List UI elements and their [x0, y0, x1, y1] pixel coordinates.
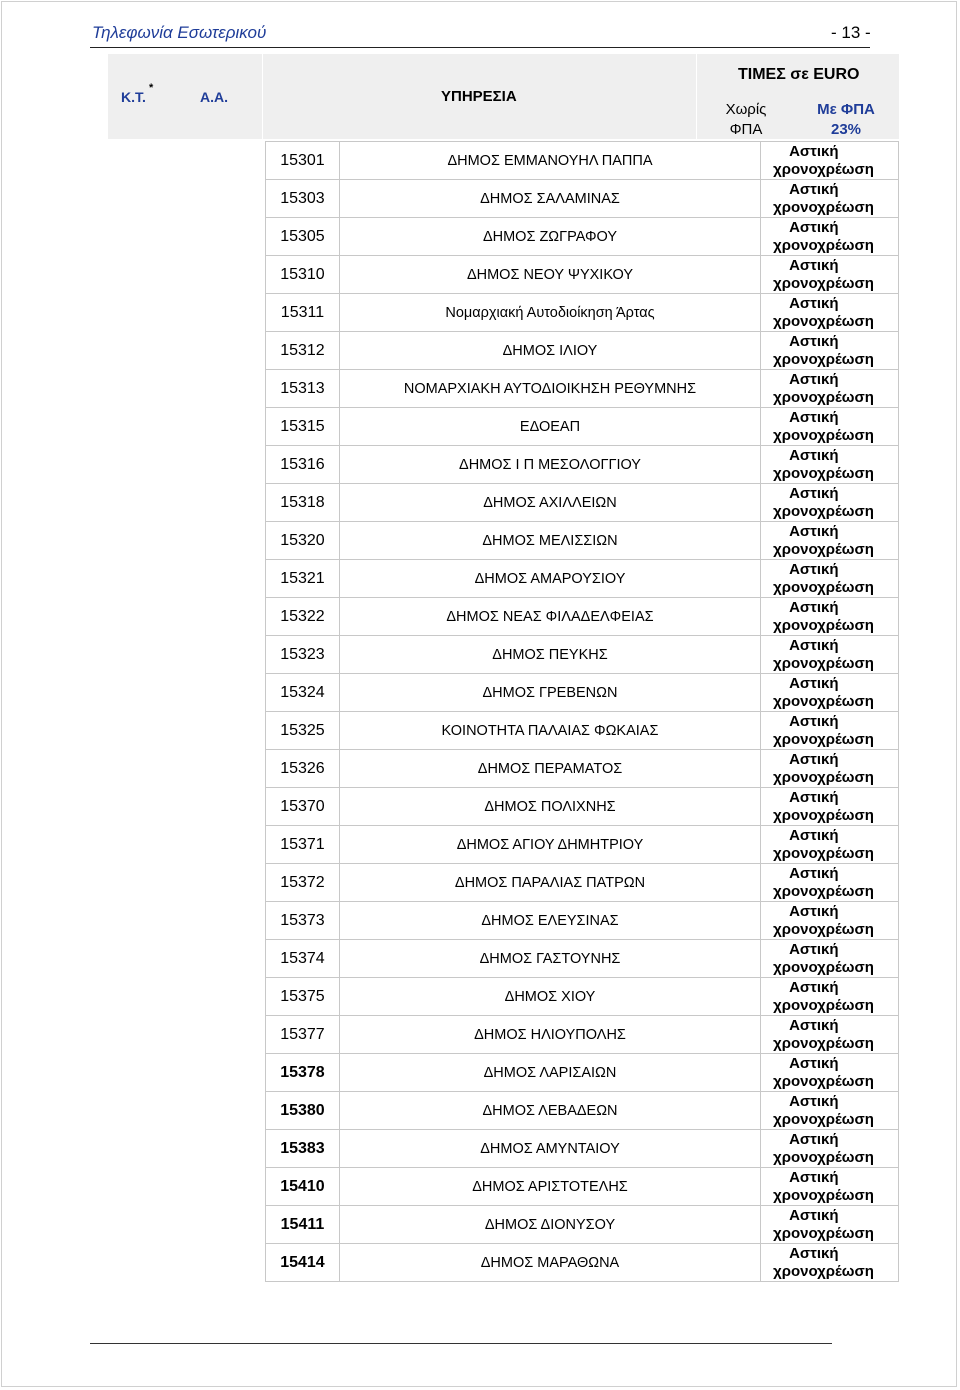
price-line1: Αστική [789, 484, 839, 502]
service-name: ΚΟΙΝΟΤΗΤΑ ΠΑΛΑΙΑΣ ΦΩΚΑΙΑΣ [339, 712, 760, 750]
table-row [266, 902, 899, 940]
price-cell [761, 332, 899, 370]
price-line1: Αστική [789, 218, 839, 236]
price-line1: Αστική [789, 446, 839, 464]
price-line1: Αστική [789, 370, 839, 388]
price-cell [761, 256, 899, 294]
table-row [266, 522, 899, 560]
price-cell [761, 902, 899, 940]
service-code: 15374 [266, 940, 340, 978]
price-line1: Αστική [789, 560, 839, 578]
price-line1: Αστική [789, 674, 839, 692]
price-cell [761, 1092, 899, 1130]
price-cell [761, 1244, 899, 1282]
price-line2: χρονοχρέωση [773, 1262, 874, 1280]
service-code: 15375 [266, 978, 340, 1016]
price-cell [761, 1054, 899, 1092]
price-line2: χρονοχρέωση [773, 1110, 874, 1128]
table-row [266, 560, 899, 598]
price-line2: χρονοχρέωση [773, 844, 874, 862]
service-name: ΔΗΜΟΣ ΑΡΙΣΤΟΤΕΛΗΣ [339, 1168, 760, 1206]
price-line1: Αστική [789, 180, 839, 198]
document-header-title: Τηλεφωνία Εσωτερικού [92, 23, 267, 42]
price-line2: χρονοχρέωση [773, 198, 874, 216]
service-name: ΔΗΜΟΣ ΔΙΟΝΥΣΟΥ [339, 1206, 760, 1244]
price-cell [761, 978, 899, 1016]
service-code: 15371 [266, 826, 340, 864]
service-name: ΔΗΜΟΣ ΑΜΥΝΤΑΙΟΥ [339, 1130, 760, 1168]
service-name: ΔΗΜΟΣ ΝΕΟΥ ΨΥΧΙΚΟΥ [339, 256, 760, 294]
price-cell [761, 940, 899, 978]
service-code: 15326 [266, 750, 340, 788]
with-vat-line1: Με ΦΠΑ [817, 101, 875, 118]
price-line2: χρονοχρέωση [773, 616, 874, 634]
price-line1: Αστική [789, 940, 839, 958]
price-line1: Αστική [789, 826, 839, 844]
service-code: 15372 [266, 864, 340, 902]
price-line2: χρονοχρέωση [773, 730, 874, 748]
table-row [266, 864, 899, 902]
price-line2: χρονοχρέωση [773, 578, 874, 596]
table-row [266, 142, 899, 180]
price-line2: χρονοχρέωση [773, 464, 874, 482]
price-line2: χρονοχρέωση [773, 1186, 874, 1204]
price-line1: Αστική [789, 1244, 839, 1262]
price-line1: Αστική [789, 636, 839, 654]
price-line2: χρονοχρέωση [773, 160, 874, 178]
price-line1: Αστική [789, 864, 839, 882]
table-row [266, 598, 899, 636]
table-row [266, 218, 899, 256]
table-row [266, 1092, 899, 1130]
service-code: 15316 [266, 446, 340, 484]
service-name: ΔΗΜΟΣ ΕΜΜΑΝΟΥΗΛ ΠΑΠΠΑ [339, 142, 760, 180]
column-header-prices: ΤΙΜΕΣ σε EURO [738, 66, 860, 83]
price-line2: χρονοχρέωση [773, 958, 874, 976]
services-table [265, 141, 899, 1282]
price-cell [761, 1168, 899, 1206]
price-line1: Αστική [789, 294, 839, 312]
price-cell [761, 446, 899, 484]
services-table-body [266, 142, 899, 1282]
service-code: 15320 [266, 522, 340, 560]
service-code: 15383 [266, 1130, 340, 1168]
table-row [266, 484, 899, 522]
table-row [266, 750, 899, 788]
service-code: 15318 [266, 484, 340, 522]
table-row [266, 788, 899, 826]
service-code: 15310 [266, 256, 340, 294]
price-cell [761, 636, 899, 674]
service-code: 15377 [266, 1016, 340, 1054]
price-cell [761, 522, 899, 560]
price-line2: χρονοχρέωση [773, 312, 874, 330]
price-line2: χρονοχρέωση [773, 768, 874, 786]
service-name: ΔΗΜΟΣ ΛΑΡΙΣΑΙΩΝ [339, 1054, 760, 1092]
service-code: 15410 [266, 1168, 340, 1206]
service-name: ΔΗΜΟΣ Ι Π ΜΕΣΟΛΟΓΓΙΟΥ [339, 446, 760, 484]
price-line1: Αστική [789, 332, 839, 350]
price-cell [761, 712, 899, 750]
service-name: ΔΗΜΟΣ ΜΕΛΙΣΣΙΩΝ [339, 522, 760, 560]
table-row [266, 370, 899, 408]
service-name: ΔΗΜΟΣ ΝΕΑΣ ΦΙΛΑΔΕΛΦΕΙΑΣ [339, 598, 760, 636]
service-code: 15322 [266, 598, 340, 636]
table-row [266, 1054, 899, 1092]
no-vat-line2: ΦΠΑ [729, 121, 763, 138]
price-line1: Αστική [789, 902, 839, 920]
table-row [266, 1130, 899, 1168]
service-name: ΔΗΜΟΣ ΜΑΡΑΘΩΝΑ [339, 1244, 760, 1282]
price-cell [761, 674, 899, 712]
service-code: 15312 [266, 332, 340, 370]
price-cell [761, 560, 899, 598]
table-row [266, 446, 899, 484]
price-cell [761, 864, 899, 902]
column-header-with-vat [807, 100, 885, 140]
table-row [266, 674, 899, 712]
service-code: 15378 [266, 1054, 340, 1092]
page-number: - 13 - [831, 23, 871, 42]
service-code: 15380 [266, 1092, 340, 1130]
price-line2: χρονοχρέωση [773, 350, 874, 368]
table-row [266, 1206, 899, 1244]
price-line2: χρονοχρέωση [773, 882, 874, 900]
service-name: ΔΗΜΟΣ ΠΟΛΙΧΝΗΣ [339, 788, 760, 826]
price-line2: χρονοχρέωση [773, 996, 874, 1014]
table-row [266, 256, 899, 294]
price-line2: χρονοχρέωση [773, 1034, 874, 1052]
price-cell [761, 788, 899, 826]
price-line2: χρονοχρέωση [773, 692, 874, 710]
no-vat-line1: Χωρίς [725, 101, 767, 118]
price-cell [761, 218, 899, 256]
table-row [266, 1244, 899, 1282]
price-line1: Αστική [789, 408, 839, 426]
price-line1: Αστική [789, 1016, 839, 1034]
service-name: ΔΗΜΟΣ ΓΑΣΤΟΥΝΗΣ [339, 940, 760, 978]
service-name: ΔΗΜΟΣ ΧΙΟΥ [339, 978, 760, 1016]
table-row [266, 294, 899, 332]
price-line2: χρονοχρέωση [773, 920, 874, 938]
service-code: 15303 [266, 180, 340, 218]
price-line2: χρονοχρέωση [773, 426, 874, 444]
price-line2: χρονοχρέωση [773, 806, 874, 824]
price-line2: χρονοχρέωση [773, 540, 874, 558]
price-line1: Αστική [789, 1130, 839, 1148]
price-line1: Αστική [789, 1092, 839, 1110]
service-name: ΕΔΟΕΑΠ [339, 408, 760, 446]
price-line2: χρονοχρέωση [773, 1148, 874, 1166]
service-code: 15313 [266, 370, 340, 408]
with-vat-line2: 23% [830, 121, 862, 138]
service-name: ΔΗΜΟΣ ΠΕΥΚΗΣ [339, 636, 760, 674]
table-row [266, 940, 899, 978]
price-cell [761, 1206, 899, 1244]
column-header-no-vat [719, 100, 773, 140]
price-cell [761, 1130, 899, 1168]
service-code: 15324 [266, 674, 340, 712]
service-code: 15301 [266, 142, 340, 180]
header-divider [90, 47, 870, 48]
price-line1: Αστική [789, 978, 839, 996]
service-name: ΝΟΜΑΡΧΙΑΚΗ ΑΥΤΟΔΙΟΙΚΗΣΗ ΡΕΘΥΜΝΗΣ [339, 370, 760, 408]
service-name: ΔΗΜΟΣ ΑΧΙΛΛΕΙΩΝ [339, 484, 760, 522]
service-name: ΔΗΜΟΣ ΙΛΙΟΥ [339, 332, 760, 370]
service-code: 15414 [266, 1244, 340, 1282]
column-header-service: ΥΠΗΡΕΣΙΑ [441, 88, 517, 105]
price-line1: Αστική [789, 522, 839, 540]
table-row [266, 712, 899, 750]
service-name: ΔΗΜΟΣ ΠΕΡΑΜΑΤΟΣ [339, 750, 760, 788]
service-name: ΔΗΜΟΣ ΕΛΕΥΣΙΝΑΣ [339, 902, 760, 940]
column-header-aa: Α.Α. [200, 89, 228, 105]
table-row [266, 1168, 899, 1206]
table-row [266, 636, 899, 674]
price-line2: χρονοχρέωση [773, 654, 874, 672]
price-cell [761, 1016, 899, 1054]
service-code: 15325 [266, 712, 340, 750]
price-cell [761, 294, 899, 332]
price-line2: χρονοχρέωση [773, 236, 874, 254]
price-line2: χρονοχρέωση [773, 1224, 874, 1242]
price-line1: Αστική [789, 142, 839, 160]
price-cell [761, 370, 899, 408]
price-cell [761, 408, 899, 446]
price-line2: χρονοχρέωση [773, 274, 874, 292]
table-row [266, 1016, 899, 1054]
table-row [266, 332, 899, 370]
column-header-kt: Κ.Τ. [121, 89, 146, 105]
footer-divider [90, 1343, 832, 1344]
service-code: 15305 [266, 218, 340, 256]
table-row [266, 408, 899, 446]
service-name: ΔΗΜΟΣ ΖΩΓΡΑΦΟΥ [339, 218, 760, 256]
price-line1: Αστική [789, 1168, 839, 1186]
service-name: ΔΗΜΟΣ ΑΓΙΟΥ ΔΗΜΗΤΡΙΟΥ [339, 826, 760, 864]
price-line1: Αστική [789, 1054, 839, 1072]
service-code: 15411 [266, 1206, 340, 1244]
price-line1: Αστική [789, 712, 839, 730]
price-line2: χρονοχρέωση [773, 388, 874, 406]
service-name: ΔΗΜΟΣ ΠΑΡΑΛΙΑΣ ΠΑΤΡΩΝ [339, 864, 760, 902]
price-cell [761, 598, 899, 636]
price-line1: Αστική [789, 1206, 839, 1224]
service-code: 15321 [266, 560, 340, 598]
service-code: 15323 [266, 636, 340, 674]
price-line2: χρονοχρέωση [773, 502, 874, 520]
price-line1: Αστική [789, 598, 839, 616]
service-name: ΔΗΜΟΣ ΛΕΒΑΔΕΩΝ [339, 1092, 760, 1130]
price-line1: Αστική [789, 256, 839, 274]
price-line2: χρονοχρέωση [773, 1072, 874, 1090]
price-cell [761, 142, 899, 180]
service-code: 15373 [266, 902, 340, 940]
service-name: ΔΗΜΟΣ ΓΡΕΒΕΝΩΝ [339, 674, 760, 712]
service-code: 15315 [266, 408, 340, 446]
table-row [266, 180, 899, 218]
price-line1: Αστική [789, 750, 839, 768]
service-name: ΔΗΜΟΣ ΑΜΑΡΟΥΣΙΟΥ [339, 560, 760, 598]
price-cell [761, 826, 899, 864]
table-row [266, 978, 899, 1016]
price-line1: Αστική [789, 788, 839, 806]
service-name: ΔΗΜΟΣ ΗΛΙΟΥΠΟΛΗΣ [339, 1016, 760, 1054]
price-cell [761, 180, 899, 218]
table-row [266, 826, 899, 864]
price-cell [761, 750, 899, 788]
price-cell [761, 484, 899, 522]
service-name: ΔΗΜΟΣ ΣΑΛΑΜΙΝΑΣ [339, 180, 760, 218]
service-code: 15311 [266, 294, 340, 332]
footnote-marker: * [149, 82, 154, 94]
service-name: Νομαρχιακή Αυτοδιοίκηση Άρτας [339, 294, 760, 332]
service-code: 15370 [266, 788, 340, 826]
